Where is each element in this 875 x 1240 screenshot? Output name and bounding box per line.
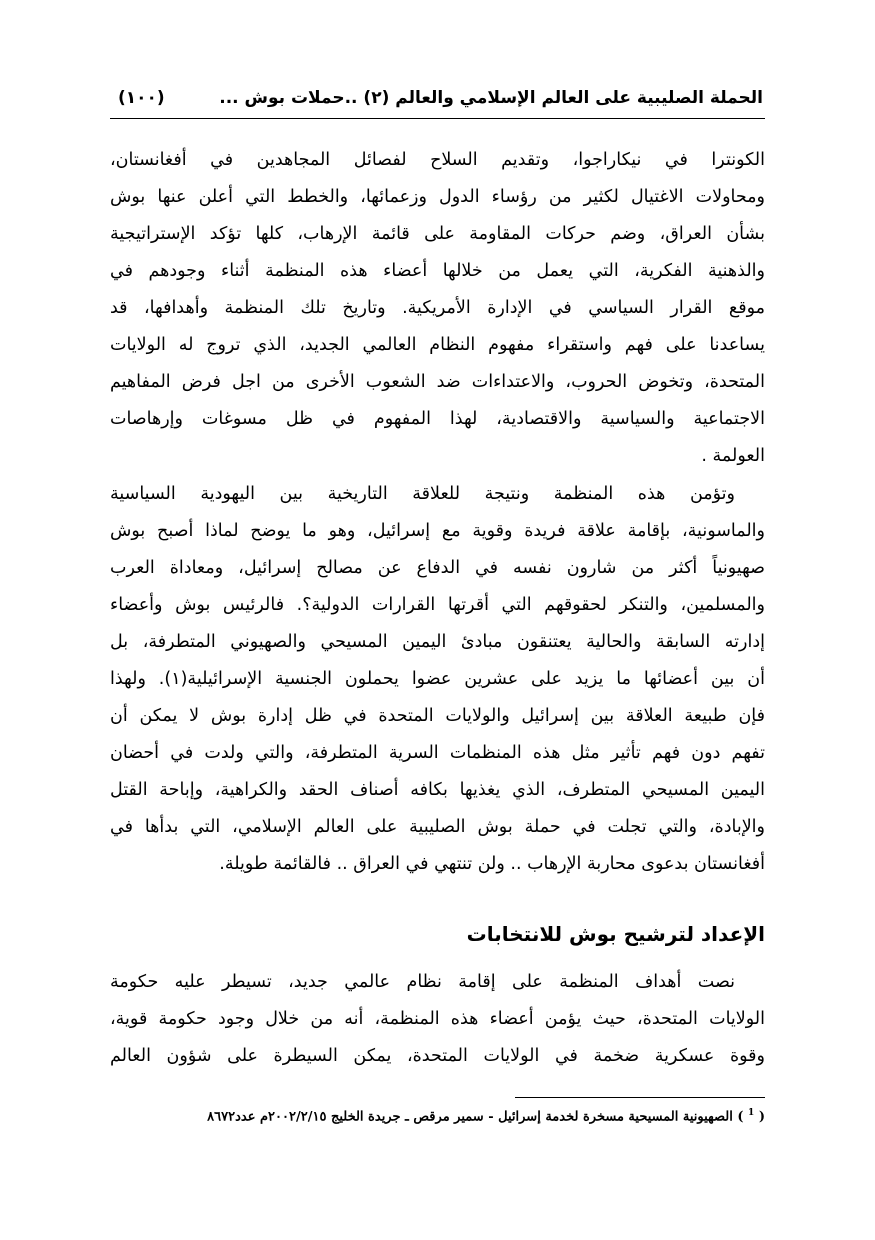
running-header-title: الحملة الصليبية على العالم الإسلامي والعالم (٢) ..حملات بوش ...: [219, 88, 763, 108]
text-line: المتحدة، وتخوض الحروب، والاعتداءات ضد الشعوب الأخرى من اجل فرض المفاهيم: [110, 372, 765, 392]
text-line: والماسونية، بإقامة علاقة فريدة وقوية مع إسرائيل، وهو ما يوضح لماذا أصبح بوش: [110, 521, 765, 541]
text-line: وقوة عسكرية ضخمة في الولايات المتحدة، يمكن السيطرة على شؤون العالم: [110, 1046, 765, 1066]
text-line: بشأن العراق، وضم حركات المقاومة على قائمة الإرهاب، كلها تؤكد الإستراتيجية: [110, 224, 765, 244]
section-heading: الإعداد لترشيح بوش للانتخابات: [466, 922, 765, 946]
text-line: الاجتماعية والسياسية والاقتصادية، لهذا المفهوم في ظل مسوغات وإرهاصات: [110, 409, 765, 429]
text-line: والذهنية الفكرية، التي يعمل من خلالها أعضاء هذه المنظمة أثناء وجودهم في: [110, 261, 765, 281]
text-line: والمسلمين، والتنكر لحقوقهم التي أقرتها القرارات الدولية؟. فالرئيس بوش وأعضاء: [110, 595, 765, 615]
footnote: ( $^1$ ) الصهيونية المسيحية مسخرة لخدمة إسرائيل - سمير مرقص ـ جريدة الخليج ٢٠٠٢/٢/١٥م عدد٨٦٧٢: [207, 1108, 765, 1125]
footnote-divider: [515, 1097, 765, 1098]
text-line: يساعدنا على فهم واستقراء مفهوم النظام العالمي الجديد، الذي تروج له الولايات: [110, 335, 765, 355]
footnote-text: الصهيونية المسيحية مسخرة لخدمة إسرائيل - سمير مرقص ـ جريدة الخليج ٢٠٠٢/٢/١٥م عدد٨٦٧٢: [207, 1109, 733, 1125]
text-line: تفهم دون فهم تأثير مثل هذه المنظمات السرية المتطرفة، والتي ولدت في أحضان: [110, 743, 765, 763]
text-line: الولايات المتحدة، حيث يؤمن أعضاء هذه المنظمة، أنه من خلال وجود حكومة قوية،: [110, 1009, 765, 1029]
text-line: فإن طبيعة العلاقة بين إسرائيل والولايات المتحدة في ظل إدارة بوش لا يمكن أن: [110, 706, 765, 726]
footnote-marker: 1: [748, 1108, 755, 1118]
text-line: ومحاولات الاغتيال لكثير من رؤساء الدول وزعمائها، والخطط التي أعلن عنها بوش: [110, 187, 765, 207]
text-line: اليمين المسيحي المتطرف، الذي يغذيها بكافه أصناف الحقد والكراهية، وإباحة القتل: [110, 780, 765, 800]
text-line: نصت أهداف المنظمة على إقامة نظام عالمي جديد، تسيطر عليه حكومة: [110, 972, 735, 992]
text-line: وتؤمن هذه المنظمة ونتيجة للعلاقة التاريخية بين اليهودية السياسية: [110, 484, 735, 504]
text-line: العولمة .: [701, 446, 765, 466]
page-number: (١٠٠): [118, 88, 165, 108]
text-line: موقع القرار السياسي في الإدارة الأمريكية. وتاريخ تلك المنظمة وأهدافها، قد: [110, 298, 765, 318]
text-line: الكونترا في نيكاراجوا، وتقديم السلاح لفصائل المجاهدين في أفغانستان،: [110, 150, 765, 170]
header-divider: [110, 118, 765, 119]
text-line: والإبادة، والتي تجلت في حملة بوش الصليبية على العالم الإسلامي، التي بدأها في: [110, 817, 765, 837]
text-line: إدارته السابقة والحالية يعتنقون مبادئ اليمين المسيحي والصهيوني المتطرفة، بل: [110, 632, 765, 652]
text-line: صهيونياً أكثر من شارون نفسه في الدفاع عن مصالح إسرائيل، ومعاداة العرب: [110, 558, 765, 578]
text-line: أن بين أعضائها ما يزيد على عشرين عضوا يحملون الجنسية الإسرائيلية(١). ولهذا: [110, 669, 765, 689]
text-line: أفغانستان بدعوى محاربة الإرهاب .. ولن تنتهي في العراق .. فالقائمة طويلة.: [219, 854, 765, 874]
